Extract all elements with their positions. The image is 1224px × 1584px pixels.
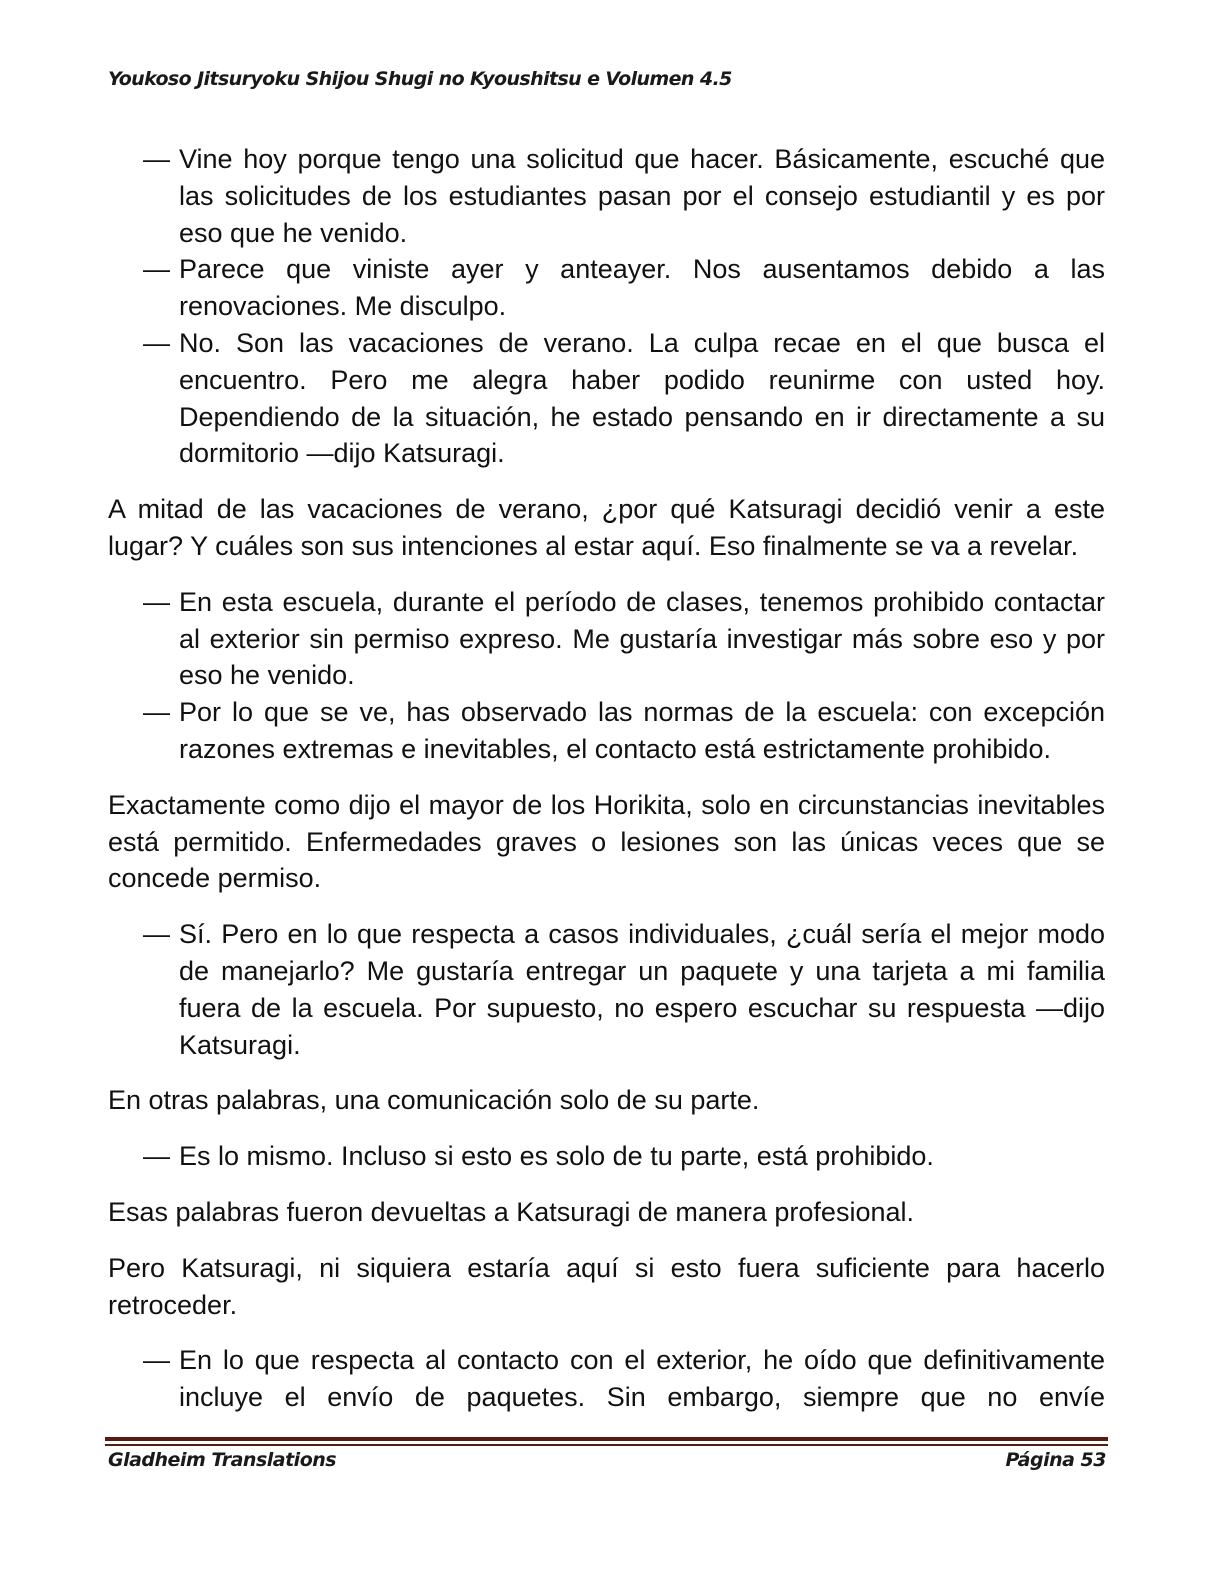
body-text — [108, 141, 1105, 1416]
dialogue-text: Por lo que se ve, has observado las normas de la escuela: con excepción razones extremas e inevitables, el contacto está estrictamente prohibido. — [179, 697, 1105, 764]
narrative-paragraph: Esas palabras fueron devueltas a Katsuragi de manera profesional. — [108, 1196, 914, 1227]
dialogue-line — [108, 916, 1105, 1063]
dialogue-dash: — — [143, 919, 170, 950]
dialogue-line — [108, 141, 1105, 251]
narrative-paragraph: A mitad de las vacaciones de verano, ¿por qué Katsuragi decidió venir a este lugar? Y cuáles son sus intenciones al estar aquí. Eso finalmente se va a revelar. — [108, 494, 1105, 561]
dialogue-dash: — — [143, 144, 170, 174]
dialogue-dash: — — [143, 1345, 170, 1376]
dialogue-line — [108, 584, 1105, 694]
narrative-paragraph: En otras palabras, una comunicación solo de su parte. — [108, 1085, 760, 1116]
dialogue-text: En esta escuela, durante el período de clases, tenemos prohibido contactar al exterior sin permiso expreso. Me gustaría investigar más sobre eso y por eso he venido. — [179, 586, 1105, 691]
footer-rule-thin — [105, 1444, 1108, 1446]
running-header: Youkoso Jitsuryoku Shijou Shugi no Kyoushitsu e Volumen 4.5 — [108, 68, 732, 90]
dialogue-line — [108, 325, 1105, 472]
dialogue-dash: — — [143, 1141, 170, 1172]
dialogue-text: Es lo mismo. Incluso si esto es solo de tu parte, está prohibido. — [179, 1141, 934, 1172]
footer-credit: Gladheim Translations — [108, 1449, 337, 1471]
dialogue-text: Parece que viniste ayer y anteayer. Nos ausentamos debido a las renovaciones. Me disculpo. — [179, 254, 1105, 322]
dialogue-dash: — — [143, 586, 170, 617]
dialogue-text: En lo que respecta al contacto con el exterior, he oído que definitivamente incluye el envío de paquetes. Sin embargo, siempre que no envíe — [179, 1345, 1105, 1413]
dialogue-line — [108, 251, 1105, 325]
dialogue-text: No. Son las vacaciones de verano. La culpa recae en el que busca el encuentro. Pero me alegra haber podido reunirme con usted hoy. Dependiendo de la situación, he estado pensando en ir directamente a su dormitorio —dijo Katsuragi. — [179, 327, 1105, 469]
narrative-paragraph: Pero Katsuragi, ni siquiera estaría aquí si esto fuera suficiente para hacerlo retroceder. — [108, 1252, 1105, 1320]
dialogue-text: Vine hoy porque tengo una solicitud que hacer. Básicamente, escuché que las solicitudes de los estudiantes pasan por el consejo estudiantil y es por eso que he venido. — [179, 144, 1105, 248]
dialogue-line — [108, 694, 1105, 768]
footer-rule-thick — [105, 1437, 1108, 1441]
page-number: Página 53 — [1005, 1449, 1106, 1471]
dialogue-dash: — — [143, 254, 170, 285]
dialogue-line — [108, 1138, 1105, 1175]
dialogue-line — [108, 1342, 1105, 1416]
dialogue-dash: — — [143, 327, 170, 358]
dialogue-dash: — — [143, 697, 170, 728]
dialogue-text: Sí. Pero en lo que respecta a casos individuales, ¿cuál sería el mejor modo de manejarlo? Me gustaría entregar un paquete y una tarjeta a mi familia fuera de la escuela. Por supuesto, no espero escuchar su respuesta —dijo Katsuragi. — [179, 919, 1105, 1060]
narrative-paragraph: Exactamente como dijo el mayor de los Horikita, solo en circunstancias inevitables está permitido. Enfermedades graves o lesiones son las únicas veces que se concede permiso. — [108, 789, 1105, 894]
